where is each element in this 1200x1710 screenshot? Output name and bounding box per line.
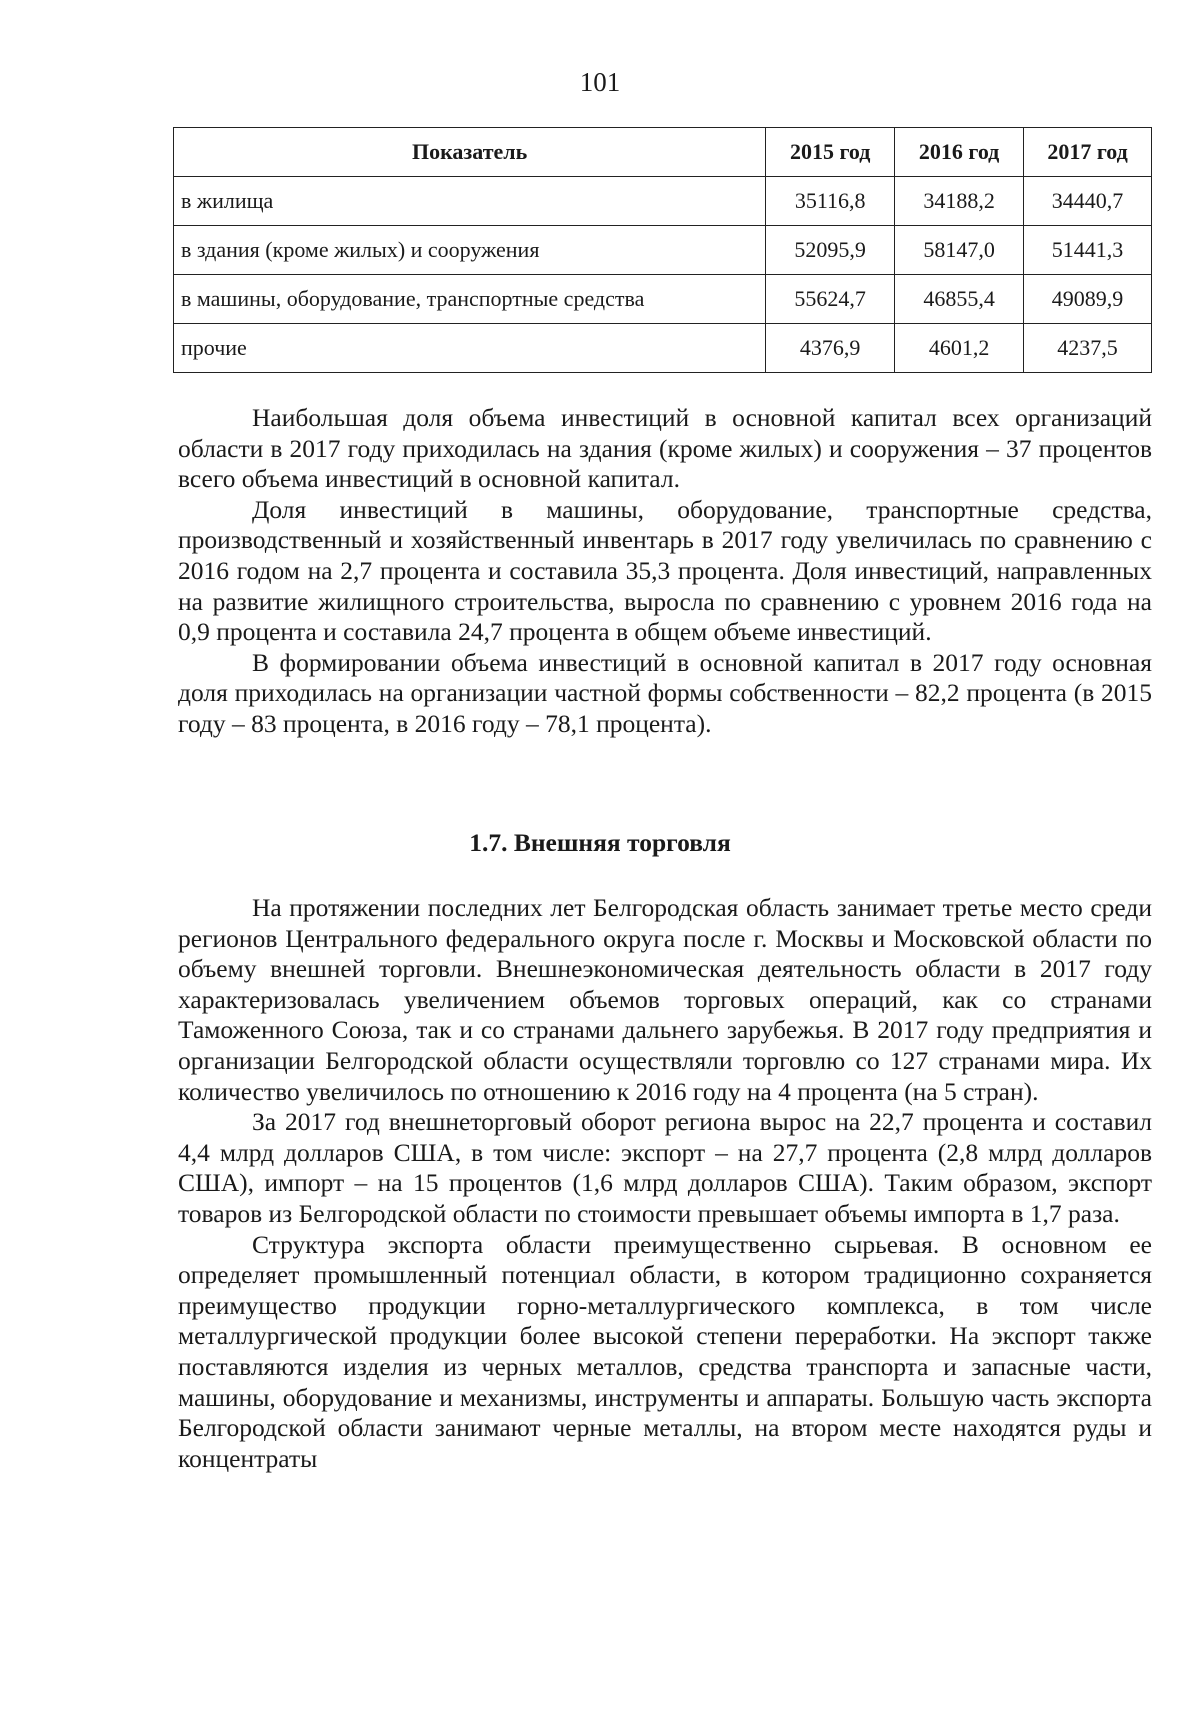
paragraph: В формировании объема инвестиций в основной капитал в 2017 году основная доля приходилась на организации частной формы собственности – 82,2 процента (в 2015 году – 83 процента, в 2016 году – 78,1 процента).	[178, 647, 1152, 738]
table-header-row	[174, 128, 1152, 177]
table-row	[174, 177, 1152, 226]
row-label: в здания (кроме жилых) и сооружения	[174, 226, 766, 275]
cell-value: 34440,7	[1024, 177, 1152, 226]
paragraph: На протяжении последних лет Белгородская область занимает третье место среди регионов Центрального федерального округа после г. Москвы и Московской области по объему внешней торговли. Внешнеэкономическая деятельность области в 2017 году характеризовалась увеличением объемов торговых операций, как со странами Таможенного Союза, так и со странами дальнего зарубежья. В 2017 году предприятия и организации Белгородской области осуществляли торговлю со 127 странами мира. Их количество увеличилось по отношению к 2016 году на 4 процента (на 5 стран).	[178, 893, 1152, 1106]
cell-value: 55624,7	[766, 275, 895, 324]
cell-value: 58147,0	[895, 226, 1024, 275]
table-row	[174, 275, 1152, 324]
foreign-trade-text	[178, 893, 1152, 1474]
section-heading: 1.7. Внешняя торговля	[469, 828, 731, 857]
paragraph: За 2017 год внешнеторговый оборот региона вырос на 22,7 процента и составил 4,4 млрд долларов США, в том числе: экспорт – на 27,7 процента (2,8 млрд долларов США), импорт – на 15 процентов (1,6 млрд долларов США). Таким образом, экспорт товаров из Белгородской области по стоимости превышает объемы импорта в 1,7 раза.	[178, 1107, 1152, 1228]
column-header-indicator: Показатель	[174, 128, 766, 177]
cell-value: 4601,2	[895, 324, 1024, 373]
column-header-2016: 2016 год	[895, 128, 1024, 177]
column-header-2017: 2017 год	[1024, 128, 1152, 177]
table-row	[174, 324, 1152, 373]
cell-value: 4376,9	[766, 324, 895, 373]
row-label: прочие	[174, 324, 766, 373]
column-header-2015: 2015 год	[766, 128, 895, 177]
cell-value: 35116,8	[766, 177, 895, 226]
investment-text	[178, 403, 1152, 740]
cell-value: 49089,9	[1024, 275, 1152, 324]
cell-value: 4237,5	[1024, 324, 1152, 373]
cell-value: 34188,2	[895, 177, 1024, 226]
cell-value: 51441,3	[1024, 226, 1152, 275]
cell-value: 52095,9	[766, 226, 895, 275]
investment-table	[173, 127, 1152, 373]
table-row	[174, 226, 1152, 275]
row-label: в жилища	[174, 177, 766, 226]
cell-value: 46855,4	[895, 275, 1024, 324]
paragraph: Наибольшая доля объема инвестиций в основной капитал всех организаций области в 2017 году приходилась на здания (кроме жилых) и сооружения – 37 процентов всего объема инвестиций в основной капитал.	[178, 403, 1152, 494]
row-label: в машины, оборудование, транспортные средства	[174, 275, 766, 324]
paragraph: Доля инвестиций в машины, оборудование, транспортные средства, производственный и хозяйственный инвентарь в 2017 году увеличилась по сравнению с 2016 годом на 2,7 процента и составила 35,3 процента. Доля инвестиций, направленных на развитие жилищного строительства, выросла по сравнению с уровнем 2016 года на 0,9 процента и составила 24,7 процента в общем объеме инвестиций.	[178, 494, 1152, 647]
paragraph: Структура экспорта области преимущественно сырьевая. В основном ее определяет промышленный потенциал области, в котором традиционно сохраняется преимущество продукции горно-металлургического комплекса, в том числе металлургической продукции более высокой степени переработки. На экспорт также поставляются изделия из черных металлов, средства транспорта и запасные части, машины, оборудование и механизмы, инструменты и аппараты. Большую часть экспорта Белгородской области занимают черные металлы, на втором месте находятся руды и концентраты	[178, 1229, 1152, 1473]
page-number: 101	[579, 67, 621, 97]
